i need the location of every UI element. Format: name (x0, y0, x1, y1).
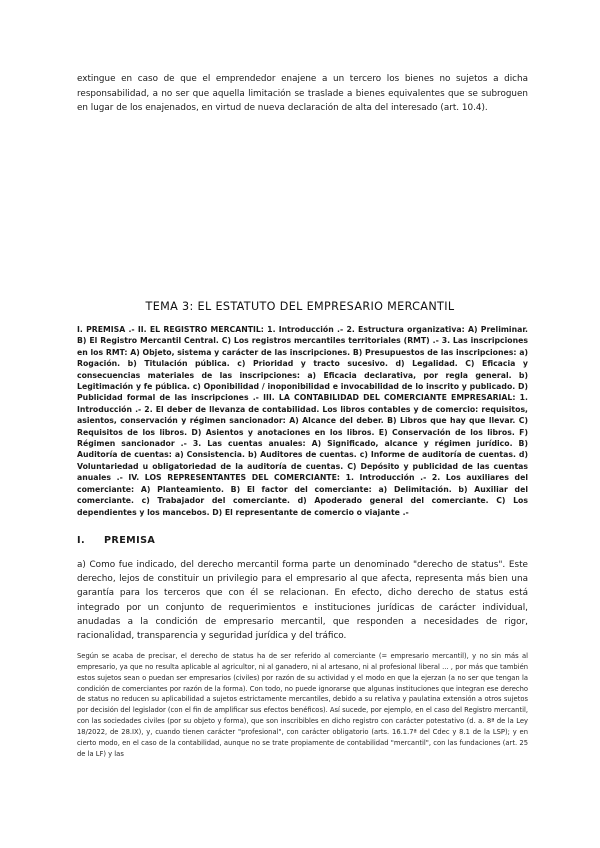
topic-summary: I. PREMISA .- II. EL REGISTRO MERCANTIL: 1. Introducción .- 2. Estructura organizativa: A) Preliminar. B) El Registro Mercantil Central. C) Los registros mercantiles territoriales (RMT) .- 3. Las inscripciones en los RMT: A) Objeto, sistema y carácter de las inscripciones. B) Presupuestos de las inscripciones: a) Rogación. b) Titulación pública. c) Prioridad y tracto sucesivo. d) Legalidad. C) Eficacia y consecuencias materiales de las inscripciones: a) Eficacia declarativa, por regla general. b) Legitimación y fe pública. c) Oponibilidad / inoponibilidad e invocabilidad de lo inscrito y publicado. D) Publicidad formal de las inscripciones .- III. LA CONTABILIDAD DEL COMERCIANTE EMPRESARIAL: 1. Introducción .- 2. El deber de llevanza de contabilidad. Los libros contables y de comercio: requisitos, asientos, conservación y régimen sancionador: A) Alcance del deber. B) Libros que hay que llevar. C) Requisitos de los libros. D) Asientos y anotaciones en los libros. E) Conservación de los libros. F) Régimen sancionador .- 3. Las cuentas anuales: A) Significado, alcance y régimen jurídico. B) Auditoría de cuentas: a) Consistencia. b) Auditores de cuentas. c) Informe de auditoría de cuentas. d) Voluntariedad u obligatoriedad de la auditoría de cuentas. C) Depósito y publicidad de las cuentas anuales .- IV. LOS REPRESENTANTES DEL COMERCIANTE: 1. Introducción .- 2. Los auxiliares del comerciante: A) Planteamiento. B) El factor del comerciante: a) Delimitación. b) Auxiliar del comerciante. c) Trabajador del comerciante. d) Apoderado general del comerciante. C) Los dependientes y los mancebos. D) El representante de comercio o viajante .- (77, 325, 528, 517)
body-paragraph: a) Como fue indicado, del derecho mercantil forma parte un denominado "derecho de status". Este derecho, lejos de constituir un privilegio para el empresario al que afecta, representa más bien una garantía para los terceros que con él se relacionan. En efecto, dicho derecho de status está integrado por un conjunto de requerimientos e instituciones jurídicas de carácter individual, anudadas a la condición de empresario mercantil, que responden a necesidades de rigor, racionalidad, transparencia y seguridad jurídica y del tráfico. (77, 560, 528, 642)
intro-paragraph: extingue en caso de que el emprendedor enajene a un tercero los bienes no sujetos a dicha responsabilidad, a no ser que aquella limitación se traslade a bienes equivalentes que se subroguen en lugar de los enajenados, en virtud de nueva declaración de alta del interesado (art. 10.4). (77, 74, 528, 114)
section-number: I. (77, 535, 86, 546)
page-title: TEMA 3: EL ESTATUTO DEL EMPRESARIO MERCANTIL (145, 300, 455, 313)
footnote-text: Según se acaba de precisar, el derecho de status ha de ser referido al comerciante (= empresario mercantil), y no sin más al empresario, ya que no resulta aplicable al agricultor, ni al ganadero, ni al artesano, ni al profesional liberal ... , por más que también estos sujetos sean o puedan ser empresarios (civiles) por razón de su actividad y el modo en que la ejerzan (a no ser que tengan la condición de comerciantes por razón de la forma). Con todo, no puede ignorarse que algunas instituciones que integran ese derecho de status no reducen su aplicabilidad a sujetos estrictamente mercantiles, debido a su relativa y paulatina extensión a otros sujetos por decisión del legislador (con el fin de amplificar sus efectos benéficos). Así sucede, por ejemplo, en el caso del Registro mercantil, con las sociedades civiles (por su objeto y forma), que son inscribibles en dicho registro con carácter potestativo (d. a. 8ª de la Ley 18/2022, de 28.IX), y, cuando tienen carácter "profesional", con carácter obligatorio (arts. 16.1.7ª del Cdec y 8.1 de la LSP); y en cierto modo, en el caso de la contabilidad, aunque no se trate propiamente de contabilidad "mercantil", con las fundaciones (art. 25 de la LF) y las (77, 652, 528, 758)
section-title: PREMISA (104, 535, 156, 546)
section-heading (77, 535, 528, 546)
